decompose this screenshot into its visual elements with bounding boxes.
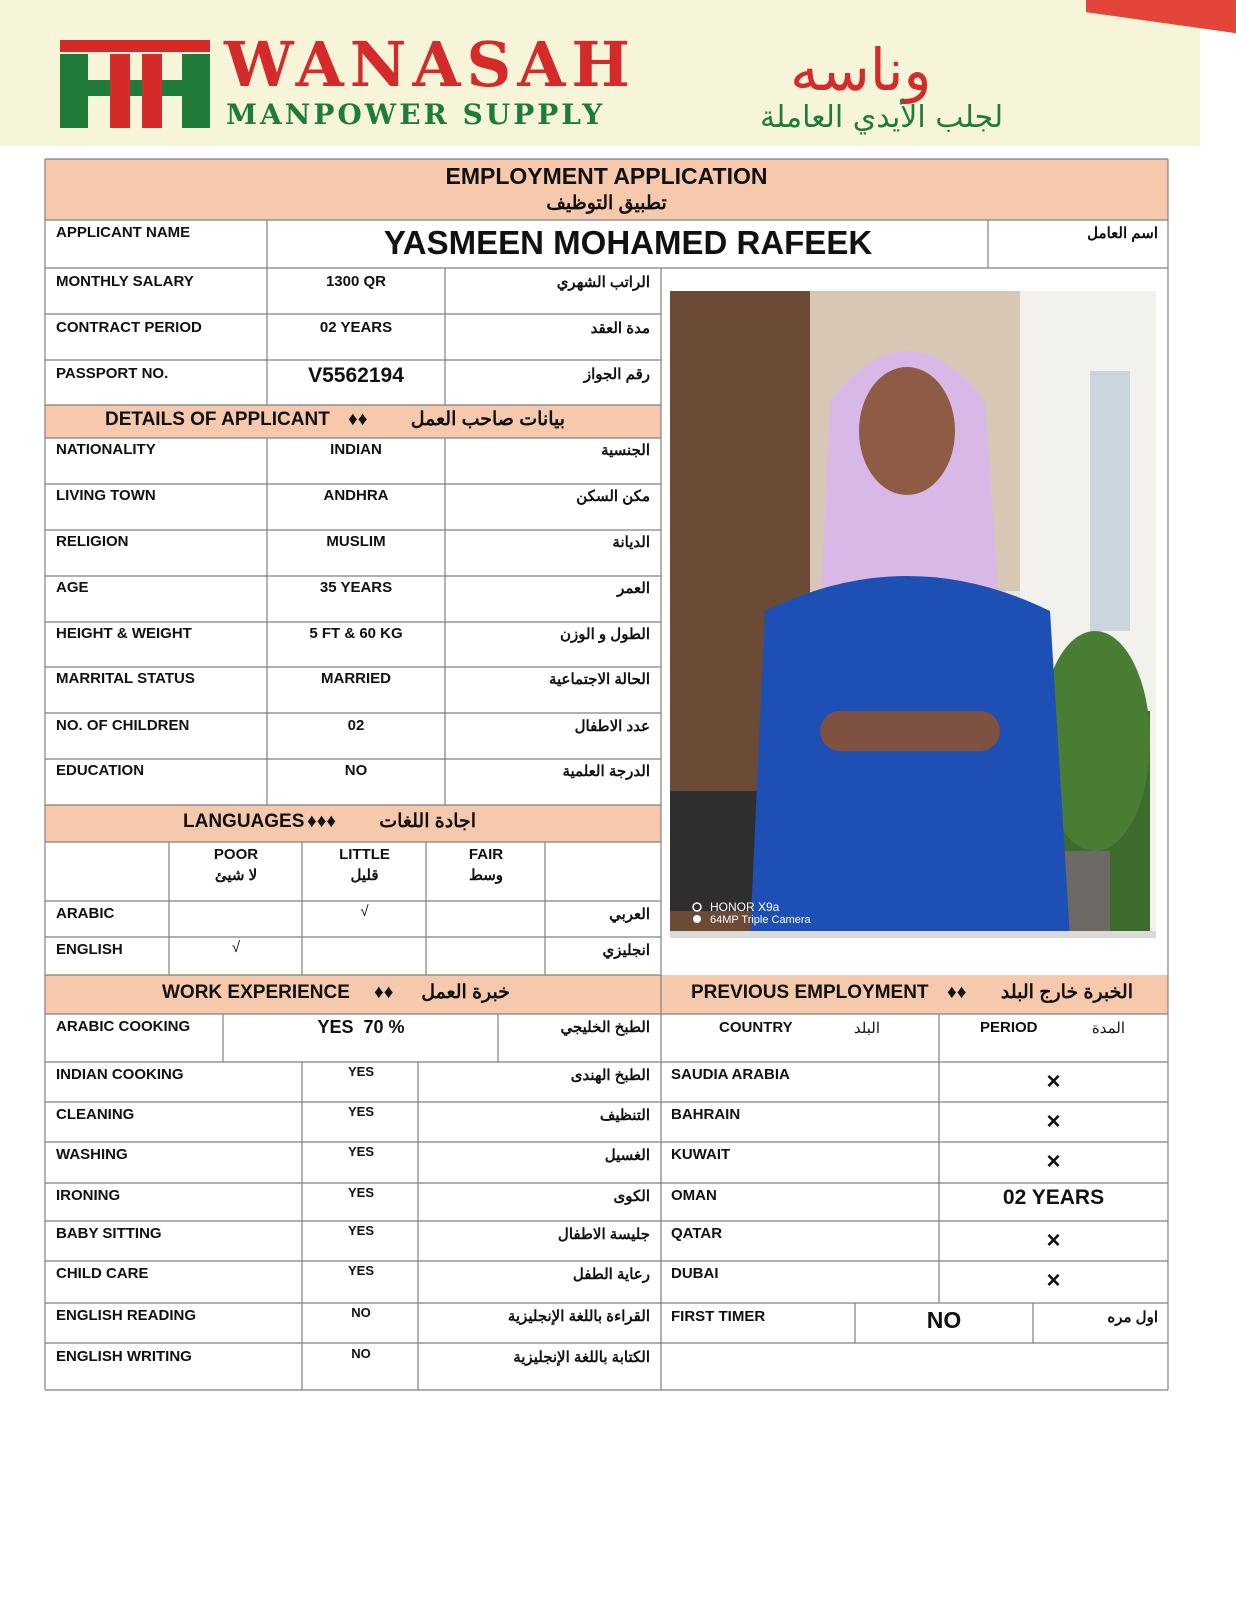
row-label-arabic: الراتب الشهري (556, 274, 650, 291)
row-value: 5 FT & 60 KG (309, 625, 403, 642)
row-label: ARABIC COOKING (56, 1018, 191, 1035)
row-value: YES (347, 1144, 374, 1159)
country-name: DUBAI (671, 1265, 719, 1282)
applicant-name-label: APPLICANT NAME (56, 224, 191, 241)
applicant-name-label-arabic: اسم العامل (1087, 225, 1158, 242)
row-label: ENGLISH WRITING (56, 1348, 192, 1365)
lang-col-poor-arabic: لا شيئ (214, 867, 258, 884)
cross-icon: × (1046, 1148, 1061, 1175)
row-label: BABY SITTING (56, 1225, 162, 1242)
row-label: LIVING TOWN (56, 487, 156, 504)
row-label: MARRITAL STATUS (56, 670, 195, 687)
row-label: MONTHLY SALARY (56, 273, 194, 290)
row-label: NATIONALITY (56, 441, 156, 458)
row-label: FIRST TIMER (671, 1308, 766, 1325)
lang-col-little: LITTLE (339, 846, 390, 863)
photo-caption-camera: 64MP Triple Camera (710, 914, 811, 926)
diamond-icon: ♦♦♦ (307, 811, 337, 832)
row-label-arabic: الدرجة العلمية (562, 763, 650, 780)
first-timer-value: NO (926, 1307, 962, 1333)
row-label-arabic: القراءة باللغة الإنجليزية (507, 1308, 650, 1325)
brand-name-arabic: وناسه (790, 36, 932, 104)
lang-col-fair-arabic: وسط (468, 867, 504, 884)
passport-number: V5562194 (308, 364, 404, 387)
lang-col-fair: FAIR (468, 846, 504, 863)
check-poor: √ (231, 939, 241, 956)
period-col-header: PERIOD (980, 1019, 1038, 1036)
details-title: DETAILS OF APPLICANT (105, 409, 330, 430)
row-label: ENGLISH (56, 941, 123, 958)
row-value: NO (351, 1305, 371, 1320)
row-label-arabic: الجنسية (601, 442, 650, 459)
row-value: MUSLIM (326, 533, 386, 550)
row-label-arabic: مكن السكن (576, 488, 650, 505)
row-label-arabic: الطبخ الهندى (570, 1067, 650, 1084)
row-label: HEIGHT & WEIGHT (56, 625, 192, 642)
country-name: SAUDIA ARABIA (671, 1066, 790, 1083)
diamond-icon: ♦♦ (374, 982, 394, 1003)
row-label-arabic: الغسيل (604, 1147, 650, 1164)
row-label: CHILD CARE (56, 1265, 149, 1282)
row-label-arabic: العمر (617, 580, 650, 597)
lang-col-little-arabic: قليل (350, 867, 379, 884)
row-value: MARRIED (321, 670, 391, 687)
row-value: 02 (347, 717, 365, 734)
check-little: √ (360, 903, 369, 920)
diamond-icon: ♦♦ (947, 982, 967, 1003)
row-label: ENGLISH READING (56, 1307, 197, 1324)
cross-icon: × (1046, 1267, 1061, 1294)
period-value: 02 YEARS (1002, 1186, 1105, 1209)
cross-icon: × (1046, 1108, 1061, 1135)
form-title-arabic: تطبيق التوظيف (546, 193, 667, 214)
row-label: AGE (56, 579, 89, 596)
row-value: 1300 QR (325, 273, 387, 290)
row-label-arabic: عدد الاطفال (574, 718, 650, 735)
row-label: PASSPORT NO. (56, 365, 169, 382)
row-value: YES (347, 1263, 374, 1278)
work-title-arabic: خبرة العمل (421, 982, 510, 1003)
country-name: QATAR (671, 1225, 723, 1242)
row-label: EDUCATION (56, 762, 145, 779)
row-label-arabic: مدة العقد (590, 320, 650, 337)
row-value: YES (347, 1223, 374, 1238)
row-label-arabic: العربي (609, 906, 650, 923)
row-label-arabic: رعاية الطفل (572, 1266, 650, 1283)
previous-title-arabic: الخبرة خارج البلد (1000, 982, 1133, 1003)
country-name: OMAN (671, 1187, 717, 1204)
row-label-arabic: الحالة الاجتماعية (548, 671, 650, 688)
row-label-arabic: الطبخ الخليجي (560, 1019, 650, 1036)
row-label: ARABIC (56, 905, 115, 922)
row-label-arabic: الكوى (613, 1188, 650, 1205)
row-value: YES (347, 1064, 374, 1079)
country-name: KUWAIT (671, 1146, 731, 1163)
country-name: BAHRAIN (671, 1106, 741, 1123)
row-value: YES 70 % (317, 1017, 405, 1037)
period-col-header-arabic: المدة (1091, 1020, 1125, 1037)
row-value: INDIAN (330, 441, 382, 458)
photo-caption: HONOR X9a (710, 900, 780, 914)
cross-icon: × (1046, 1227, 1061, 1254)
row-value: NO (351, 1346, 371, 1361)
cross-icon: × (1046, 1068, 1061, 1095)
row-label: INDIAN COOKING (56, 1066, 184, 1083)
row-label: NO. OF CHILDREN (56, 717, 190, 734)
row-value: 02 YEARS (319, 319, 393, 336)
row-label: WASHING (56, 1146, 128, 1163)
row-label: RELIGION (56, 533, 129, 550)
row-value: ANDHRA (323, 487, 389, 504)
country-col-header: COUNTRY (719, 1019, 793, 1036)
row-value: YES (347, 1104, 374, 1119)
brand-subtitle-arabic: لجلب الأيدي العاملة (760, 100, 1004, 135)
row-label-arabic: انجليزي (602, 942, 650, 959)
previous-title: PREVIOUS EMPLOYMENT (691, 982, 929, 1003)
row-label-arabic: الديانة (612, 534, 650, 551)
brand-subtitle: MANPOWER SUPPLY (226, 98, 606, 131)
row-label-arabic: الكتابة باللغة الإنجليزية (513, 1349, 650, 1366)
row-label-arabic: جليسة الاطفال (557, 1226, 650, 1243)
row-label: CLEANING (56, 1106, 135, 1123)
applicant-name: YASMEEN MOHAMED RAFEEK (383, 224, 873, 261)
row-label-arabic: التنظيف (599, 1107, 650, 1124)
country-col-header-arabic: البلد (853, 1020, 880, 1037)
languages-title-arabic: اجادة اللغات (379, 811, 476, 832)
row-value: NO (344, 762, 368, 779)
row-label-arabic: رقم الجواز (583, 366, 650, 383)
row-label-arabic: الطول و الوزن (559, 626, 650, 643)
row-label: CONTRACT PERIOD (56, 319, 202, 336)
diamond-icon: ♦♦ (348, 409, 368, 430)
row-label: IRONING (56, 1187, 121, 1204)
row-value: 35 YEARS (319, 579, 393, 596)
languages-title: LANGUAGES (183, 811, 305, 832)
row-label-arabic: اول مره (1107, 1309, 1158, 1326)
row-value: YES (347, 1185, 374, 1200)
form-title: EMPLOYMENT APPLICATION (445, 163, 768, 189)
work-title: WORK EXPERIENCE (162, 982, 350, 1003)
lang-col-poor: POOR (213, 846, 259, 863)
brand-name: WANASAH (224, 28, 637, 101)
details-title-arabic: بيانات صاحب العمل (410, 409, 565, 430)
